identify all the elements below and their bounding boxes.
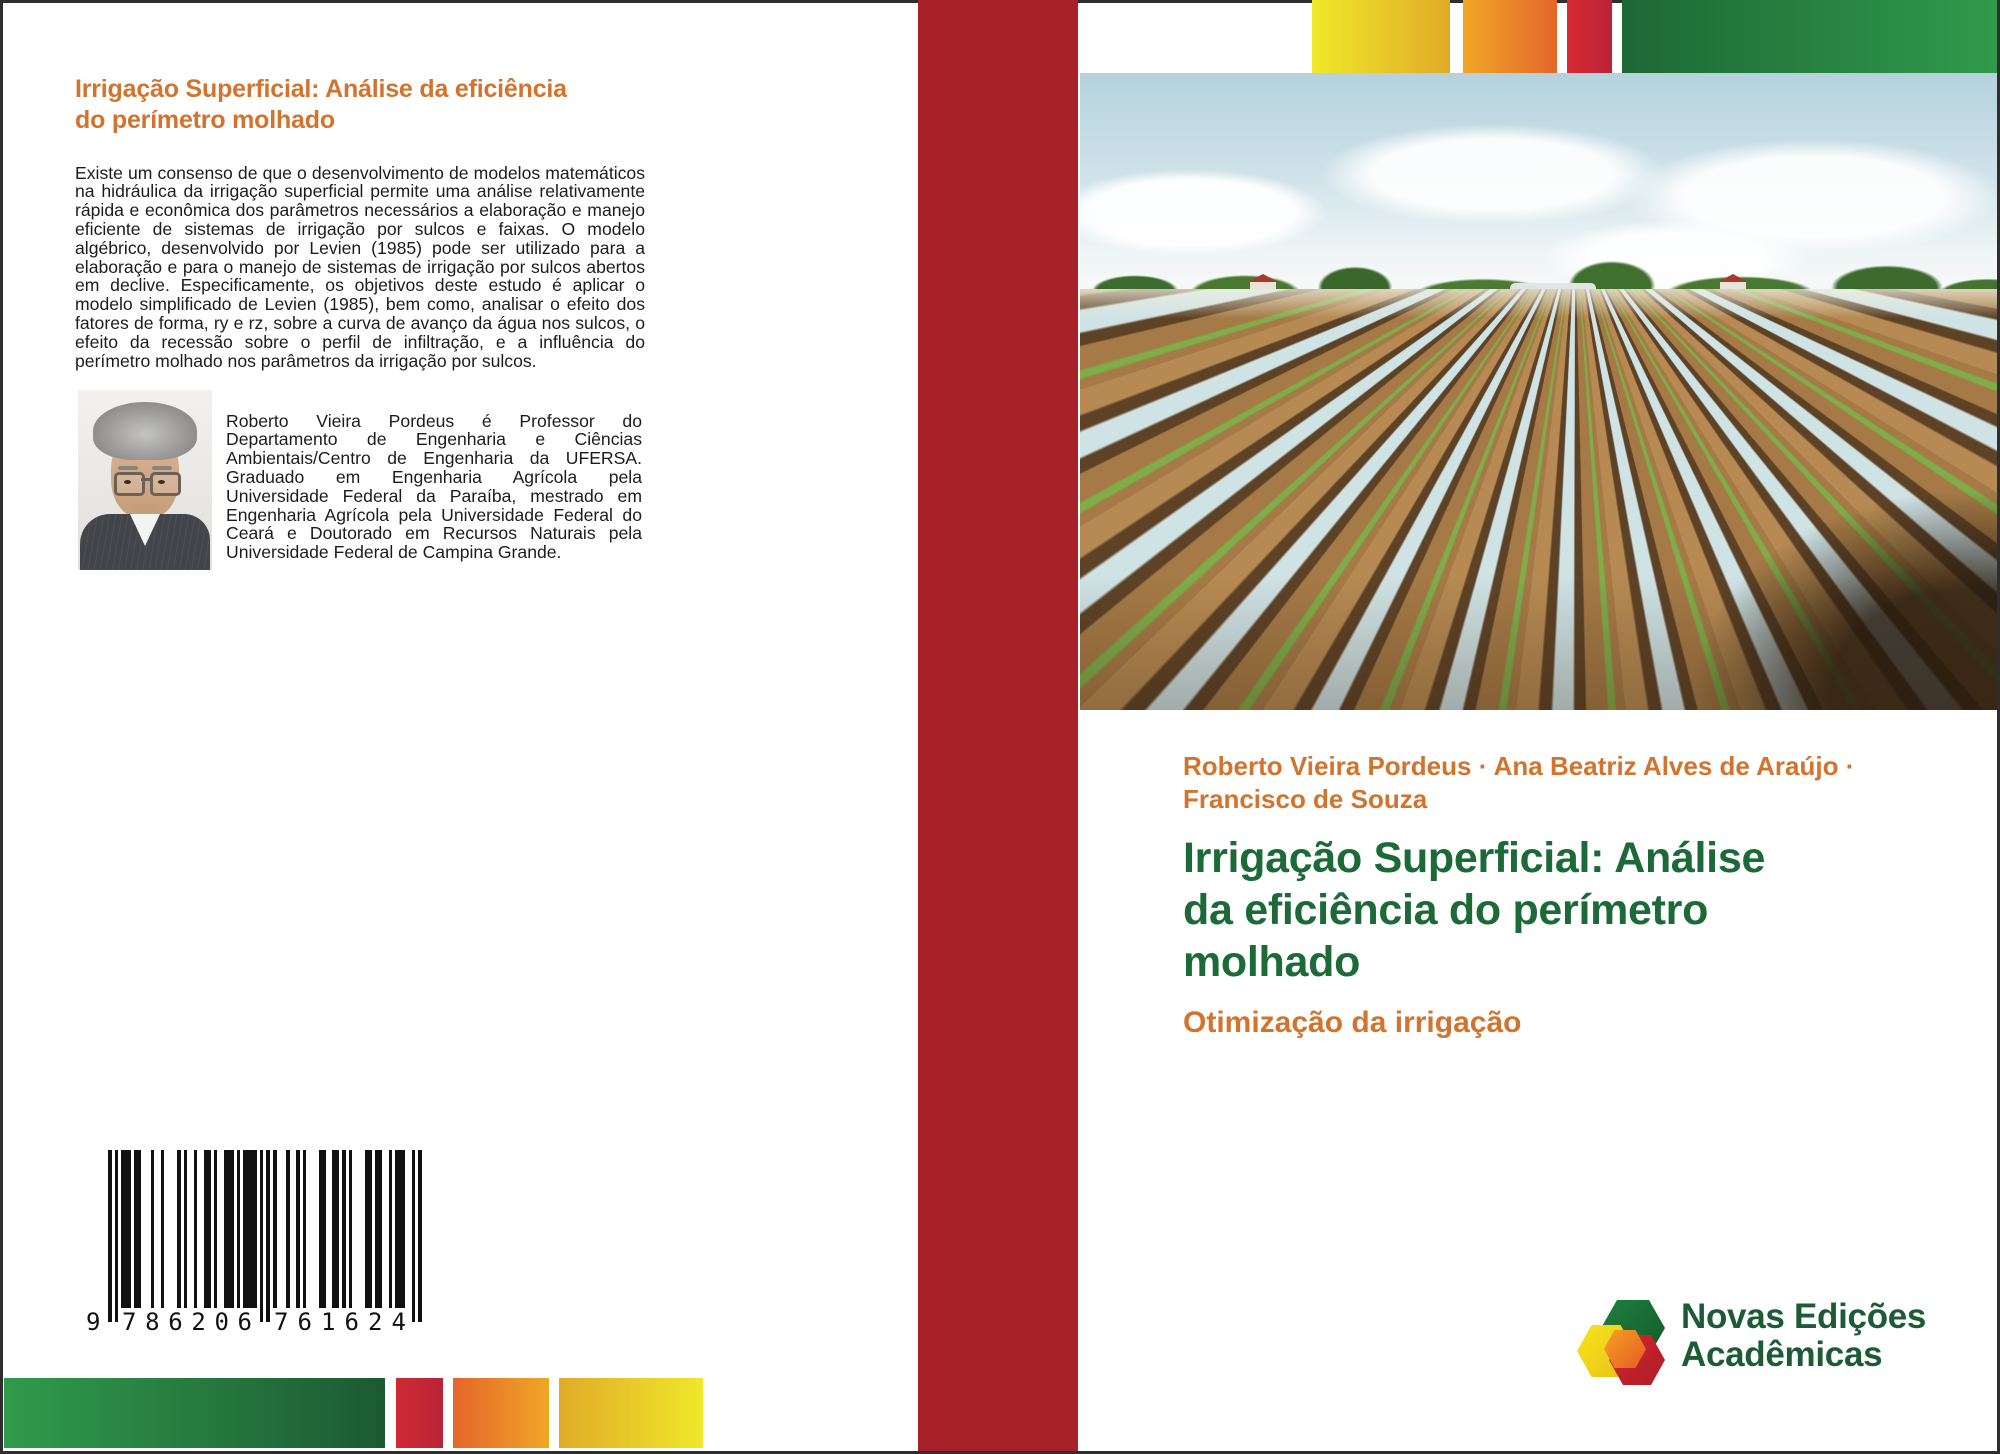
back-title-line-1: Irrigação Superficial: Análise da eficiência xyxy=(75,75,567,103)
barcode-digit: 7 xyxy=(122,1308,137,1336)
author-bio: Roberto Vieira Pordeus é Professor do Departamento de Engenharia e Ciências Ambientais/Centro de Engenharia da UFERSA. Graduado em Engenharia Agrícola pela Universidade Federal da Paraíba, mestrado em Engenharia Agrícola pela Universidade Federal do Ceará e Doutorado em Recursos Naturais pela Universidade Federal de Campina Grande. xyxy=(226,410,642,563)
author-photo-eyebrow xyxy=(118,466,138,470)
barcode-bar xyxy=(194,1150,198,1308)
barcode-digit: 1 xyxy=(321,1308,336,1336)
barcode-bar xyxy=(230,1150,234,1308)
publisher-logo-hexagons-icon xyxy=(1577,1300,1669,1386)
barcode-digit-first: 9 xyxy=(86,1308,101,1336)
barcode-bar xyxy=(266,1150,270,1322)
front-cover-title xyxy=(1183,832,1963,988)
barcode-bar xyxy=(336,1150,340,1308)
front-cover-authors xyxy=(1183,750,1923,816)
barcode-bar xyxy=(303,1150,307,1308)
book-spine xyxy=(918,0,1078,1454)
barcode-digit: 8 xyxy=(145,1308,160,1336)
barcode-bar xyxy=(207,1150,211,1308)
barcode-digits-right xyxy=(274,1308,406,1336)
barcode-bar xyxy=(369,1150,373,1308)
back-cover-synopsis: Existe um consenso de que o desenvolvimento de modelos matemáticos na hidráulica da irrigação superficial permite uma análise relativamente rápida e econômica dos parâmetros necessários a elaboração e manejo eficiente de sistemas de irrigação por sulcos e faixas. O modelo algébrico, desenvolvido por Levien (1985) pode ser utilizado para a elaboração e para o manejo de sistemas de irrigação por sulcos abertos em declive. Especificamente, os objetivos deste estudo é aplicar o modelo simplificado de Levien (1985), bem como, analisar o efeito dos fatores de forma, ry e rz, sobre a curva de avanço da água nos sulcos, o efeito da recessão sobre o perfil de infiltração, e a influência do perímetro molhado nos parâmetros da irrigação por sulcos. xyxy=(75,162,645,371)
top-stripe-red xyxy=(1567,0,1612,73)
bottom-stripe-yellow xyxy=(559,1378,703,1448)
author-photo-glasses-bridge xyxy=(141,478,151,481)
bottom-stripe-red xyxy=(396,1378,443,1448)
barcode-digit: 7 xyxy=(274,1308,289,1336)
barcode-digits-left xyxy=(122,1308,252,1336)
publisher-name-line-2: Acadêmicas xyxy=(1681,1335,1883,1374)
bottom-stripe-orange xyxy=(453,1378,549,1448)
barcode-digit: 6 xyxy=(168,1308,183,1336)
front-title-line-2: da eficiência do perímetro xyxy=(1183,886,1709,934)
back-title-line-2: do perímetro molhado xyxy=(75,106,335,134)
front-cover-subtitle: Otimização da irrigação xyxy=(1183,1006,1522,1039)
author-photo-eye xyxy=(158,480,165,484)
barcode-bar xyxy=(412,1150,416,1322)
photo-irrigated-furrow-rows xyxy=(1080,289,1997,710)
top-stripe-orange xyxy=(1463,0,1557,73)
author-photo-glasses xyxy=(150,472,181,496)
barcode-bars xyxy=(108,1150,422,1322)
publisher-name xyxy=(1681,1298,1926,1374)
barcode-bar xyxy=(161,1150,165,1308)
barcode-bar xyxy=(214,1150,218,1308)
author-photo-eyebrow xyxy=(152,466,172,470)
cover-border-left xyxy=(0,0,3,1454)
barcode-digit: 2 xyxy=(368,1308,383,1336)
isbn-barcode xyxy=(86,1150,426,1350)
barcode-digit: 6 xyxy=(344,1308,359,1336)
barcode-bar xyxy=(138,1150,142,1308)
barcode-bar xyxy=(237,1150,241,1308)
barcode-bar xyxy=(108,1150,112,1322)
author-photo-glasses xyxy=(114,472,145,496)
top-stripe-yellow xyxy=(1312,0,1450,73)
barcode-bar xyxy=(296,1150,300,1308)
cover-photo-farm-field xyxy=(1080,73,1997,710)
bottom-stripe-green xyxy=(4,1378,385,1448)
front-authors-line-2: Francisco de Souza xyxy=(1183,784,1428,814)
barcode-bar xyxy=(349,1150,353,1308)
front-title-line-1: Irrigação Superficial: Análise xyxy=(1183,834,1766,882)
front-authors-line-1: Roberto Vieira Pordeus · Ana Beatriz Alves de Araújo · xyxy=(1183,751,1855,781)
author-photo xyxy=(78,390,212,570)
barcode-bar xyxy=(273,1150,277,1308)
author-photo-hair xyxy=(93,402,197,460)
barcode-digit: 4 xyxy=(391,1308,406,1336)
publisher-name-line-1: Novas Edições xyxy=(1681,1297,1927,1336)
barcode-bar xyxy=(177,1150,181,1308)
front-title-line-3: molhado xyxy=(1183,938,1361,986)
barcode-bar xyxy=(286,1150,290,1308)
back-cover-title xyxy=(75,74,675,136)
publisher-logo xyxy=(1577,1298,1997,1398)
barcode-bar xyxy=(402,1150,406,1308)
barcode-digit: 0 xyxy=(214,1308,229,1336)
barcode-bar xyxy=(151,1150,155,1308)
barcode-bar xyxy=(342,1150,346,1308)
barcode-bar xyxy=(323,1150,327,1308)
barcode-digit: 6 xyxy=(237,1308,252,1336)
barcode-bar xyxy=(115,1150,119,1322)
author-photo-eye xyxy=(124,480,131,484)
barcode-bar xyxy=(260,1150,264,1322)
barcode-digit: 6 xyxy=(297,1308,312,1336)
barcode-digit: 2 xyxy=(191,1308,206,1336)
barcode-bar xyxy=(379,1150,383,1308)
top-stripe-green xyxy=(1622,0,2000,73)
barcode-bar xyxy=(253,1150,257,1308)
barcode-bar xyxy=(184,1150,188,1308)
barcode-bar xyxy=(128,1150,132,1308)
barcode-bar xyxy=(389,1150,393,1308)
barcode-bar xyxy=(418,1150,422,1322)
